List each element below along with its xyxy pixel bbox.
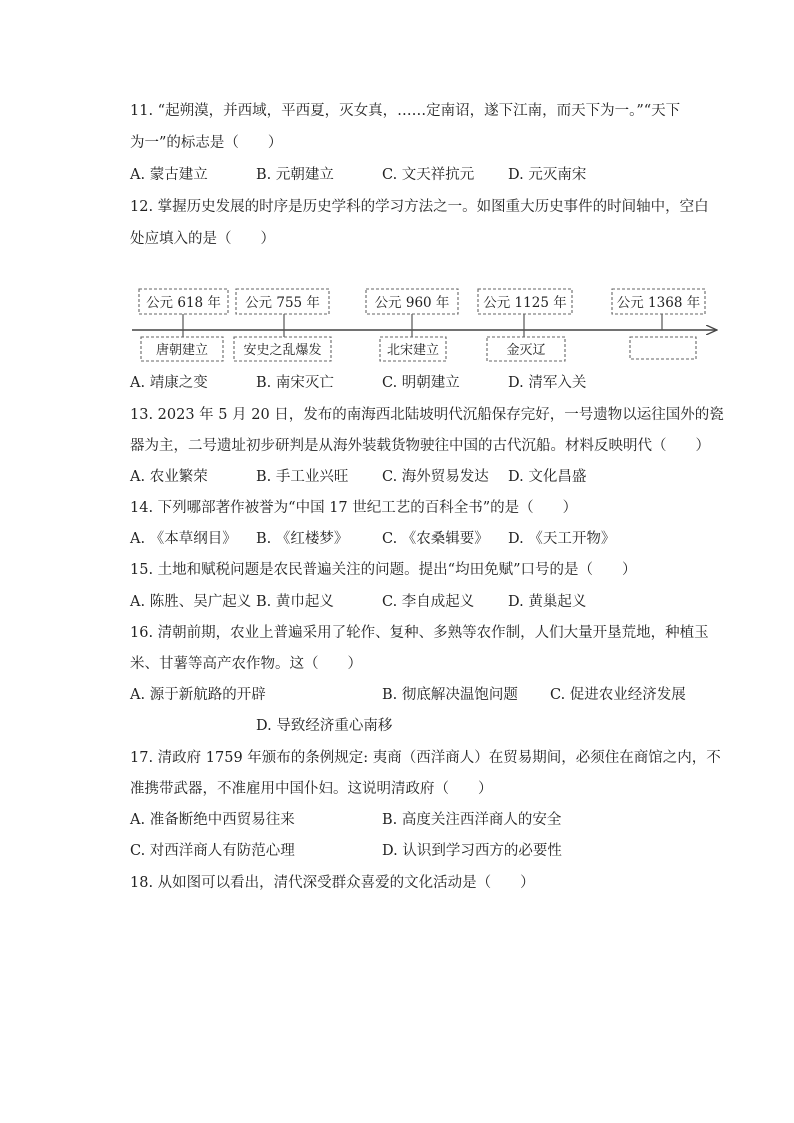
q12-option-c: C. 明朝建立: [382, 375, 460, 391]
q17-option-d: D. 认识到学习西方的必要性: [382, 843, 562, 859]
event-box-blank: [630, 337, 696, 359]
q16-option-b: B. 彻底解决温饱问题: [382, 687, 518, 703]
year-label-618: 公元 618 年: [146, 295, 221, 311]
year-label-1368: 公元 1368 年: [616, 295, 701, 311]
event-label-1125: 金灭辽: [506, 343, 546, 358]
q16-stem-line2: 米、甘薯等高产农作物。这（ ）: [130, 656, 362, 672]
q14-option-c: C. 《农桑辑要》: [382, 531, 489, 547]
q17-stem-line2: 准携带武器，不准雇用中国仆妇。这说明清政府（ ）: [130, 781, 493, 797]
q12-option-d: D. 清军入关: [508, 375, 587, 391]
q14-option-a: A. 《本草纲目》: [130, 531, 237, 547]
year-label-960: 公元 960 年: [374, 295, 450, 311]
q15-option-b: B. 黄巾起义: [256, 594, 334, 610]
event-label-960: 北宋建立: [386, 343, 440, 358]
q11-option-c: C. 文天祥抗元: [382, 167, 475, 183]
timeline-figure: [0, 0, 794, 380]
q12-stem-line1: 12. 掌握历史发展的时序是历史学科的学习方法之一。如图重大历史事件的时间轴中，空白: [130, 199, 709, 215]
q13-option-b: B. 手工业兴旺: [256, 469, 349, 485]
year-label-755: 公元 755 年: [245, 295, 320, 311]
year-label-1125: 公元 1125 年: [483, 295, 567, 311]
q13-stem-line2: 器为主，二号遗址初步研判是从海外装载货物驶往中国的古代沉船。材料反映明代（ ）: [130, 438, 710, 454]
q11-option-d: D. 元灭南宋: [508, 167, 587, 183]
q15-option-d: D. 黄巢起义: [508, 594, 587, 610]
q15-option-c: C. 李自成起义: [382, 594, 475, 610]
q17-stem-line1: 17. 清政府 1759 年颁布的条例规定: 夷商（西洋商人）在贸易期间，必须住在商馆之内，不: [130, 750, 721, 766]
event-label-618: 唐朝建立: [155, 343, 209, 358]
q13-option-c: C. 海外贸易发达: [382, 469, 489, 485]
q14-option-b: B. 《红楼梦》: [256, 531, 349, 547]
q16-option-c: C. 促进农业经济发展: [550, 687, 686, 703]
q11-option-b: B. 元朝建立: [256, 167, 334, 183]
q17-option-b: B. 高度关注西洋商人的安全: [382, 812, 562, 828]
q13-stem-line1: 13. 2023 年 5 月 20 日，发布的南海西北陆坡明代沉船保存完好，一号遗物以运往国外的瓷: [130, 407, 724, 423]
q14-stem: 14. 下列哪部著作被誉为“中国 17 世纪工艺的百科全书”的是（ ）: [130, 500, 578, 516]
q12-option-b: B. 南宋灭亡: [256, 375, 334, 391]
q12-stem-line2: 处应填入的是（ ）: [130, 231, 275, 247]
q15-stem: 15. 土地和赋税问题是农民普遍关注的问题。提出“均田免赋”口号的是（ ）: [130, 562, 637, 578]
q12-option-a: A. 靖康之变: [130, 375, 208, 391]
q18-stem: 18. 从如图可以看出，清代深受群众喜爱的文化活动是（ ）: [130, 875, 535, 891]
q11-option-a: A. 蒙古建立: [130, 167, 208, 183]
q13-option-d: D. 文化昌盛: [508, 469, 587, 485]
q16-option-a: A. 源于新航路的开辟: [130, 687, 266, 703]
q15-option-a: A. 陈胜、吴广起义: [130, 594, 252, 610]
q11-stem-line2: 为一”的标志是（ ）: [130, 135, 283, 151]
q17-option-a: A. 准备断绝中西贸易往来: [130, 812, 295, 828]
q17-option-c: C. 对西洋商人有防范心理: [130, 843, 295, 859]
q13-option-a: A. 农业繁荣: [130, 469, 208, 485]
q16-option-d: D. 导致经济重心南移: [256, 718, 393, 734]
q16-stem-line1: 16. 清朝前期，农业上普遍采用了轮作、复种、多熟等农作制，人们大量开垦荒地，种植玉: [130, 625, 709, 641]
event-label-755: 安史之乱爆发: [243, 343, 322, 358]
q14-option-d: D. 《天工开物》: [508, 531, 616, 547]
q11-stem-line1: 11. “起朔漠，并西域，平西夏，灭女真，……定南诏，遂下江南，而天下为一。”“天下: [130, 103, 681, 119]
